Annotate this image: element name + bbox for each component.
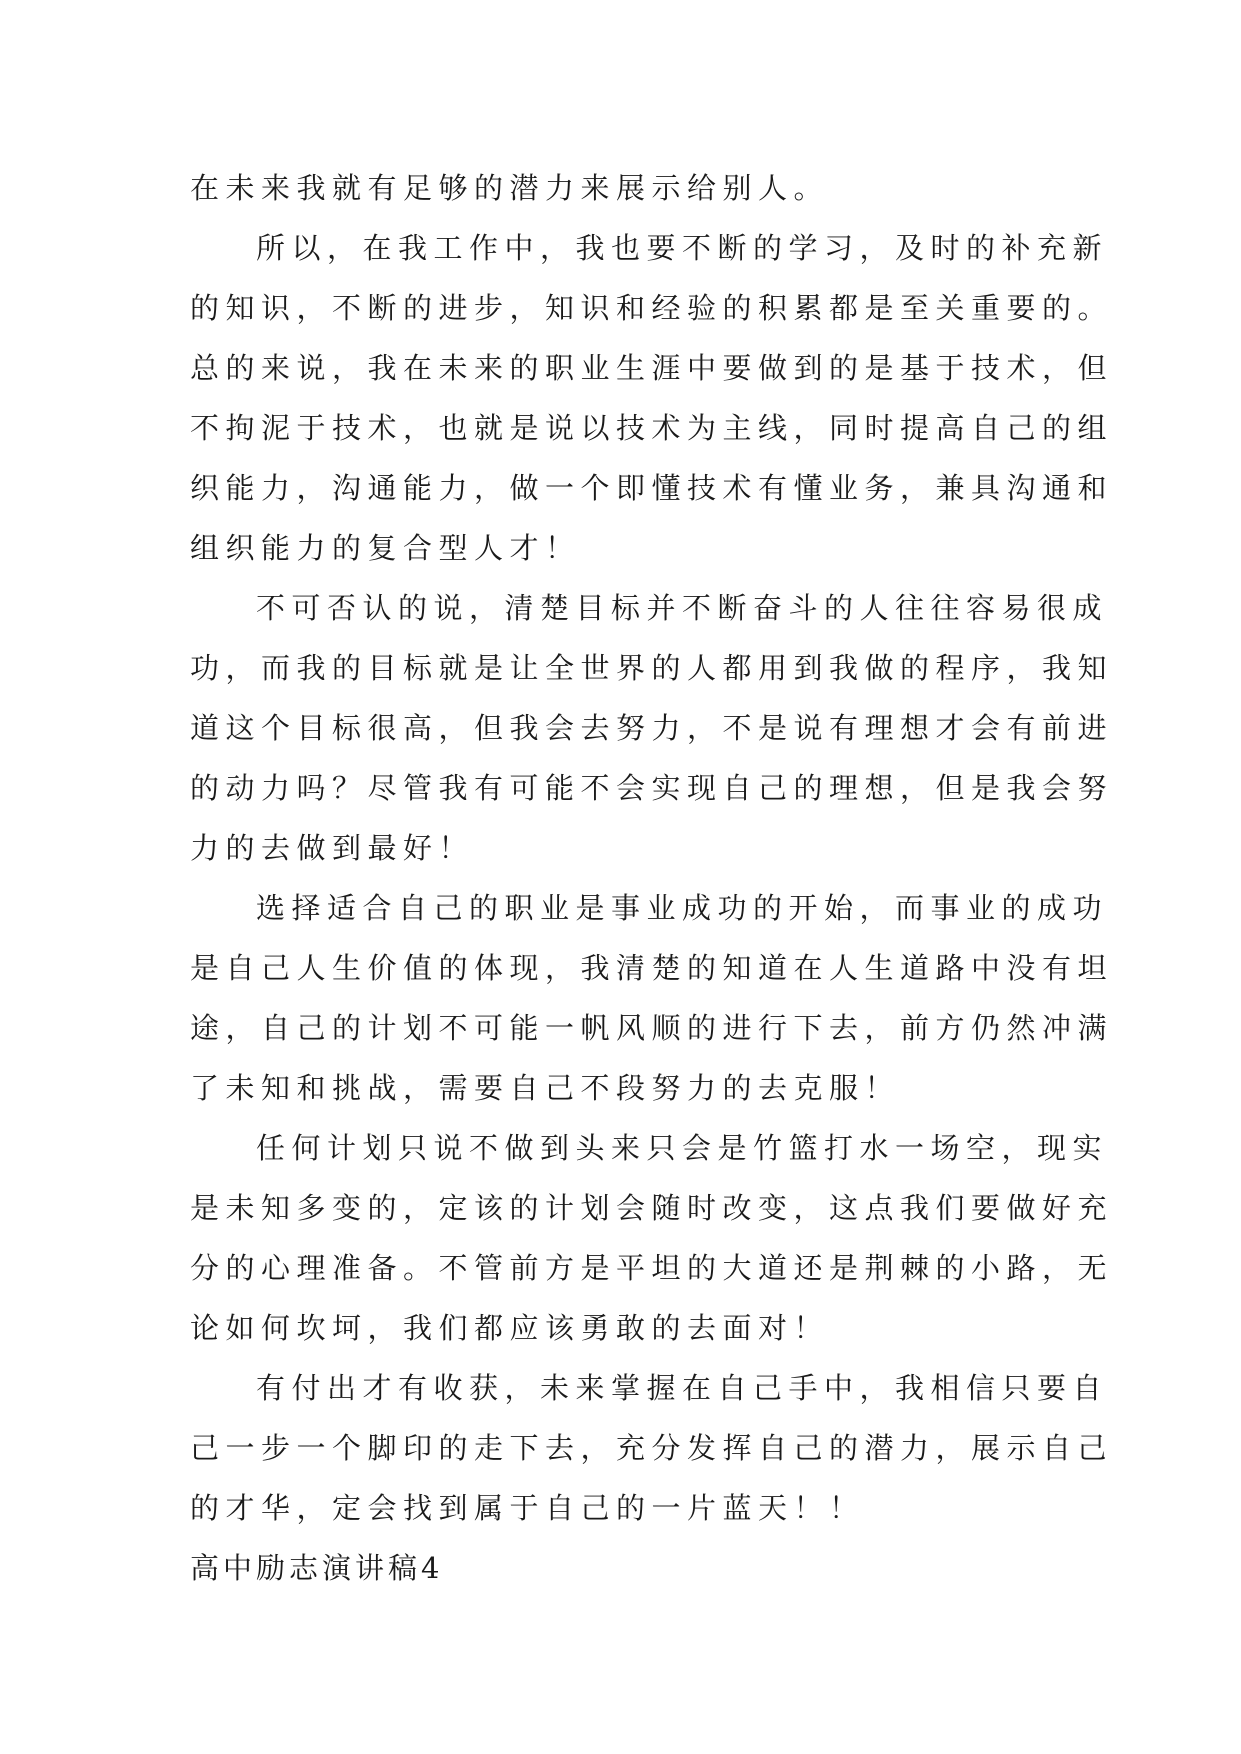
text-line: 途，自己的计划不可能一帆风顺的进行下去，前方仍然冲满 — [190, 1011, 1114, 1045]
text-line: 的知识，不断的进步，知识和经验的积累都是至关重要的。 — [190, 291, 1114, 325]
text-line: 不拘泥于技术，也就是说以技术为主线，同时提高自己的组 — [190, 411, 1114, 445]
text-line: 功，而我的目标就是让全世界的人都用到我做的程序，我知 — [190, 651, 1114, 685]
text-line: 组织能力的复合型人才！ — [190, 531, 581, 565]
text-line: 织能力，沟通能力，做一个即懂技术有懂业务，兼具沟通和 — [190, 471, 1114, 505]
paragraph-start-line: 任何计划只说不做到头来只会是竹篮打水一场空，现实 — [256, 1131, 1109, 1165]
text-line: 总的来说，我在未来的职业生涯中要做到的是基于技术，但 — [190, 351, 1114, 385]
document-body — [190, 158, 1114, 1598]
section-heading: 高中励志演讲稿4 — [190, 1551, 444, 1585]
text-line: 在未来我就有足够的潜力来展示给别人。 — [190, 171, 830, 205]
text-line: 分的心理准备。不管前方是平坦的大道还是荆棘的小路，无 — [190, 1251, 1114, 1285]
text-line: 己一步一个脚印的走下去，充分发挥自己的潜力，展示自己 — [190, 1431, 1114, 1465]
paragraph-start-line: 选择适合自己的职业是事业成功的开始，而事业的成功 — [256, 891, 1109, 925]
text-line: 是自己人生价值的体现，我清楚的知道在人生道路中没有坦 — [190, 951, 1114, 985]
paragraph-start-line: 有付出才有收获，未来掌握在自己手中，我相信只要自 — [256, 1371, 1109, 1405]
paragraph-start-line: 不可否认的说，清楚目标并不断奋斗的人往往容易很成 — [256, 591, 1109, 625]
text-line: 是未知多变的，定该的计划会随时改变，这点我们要做好充 — [190, 1191, 1114, 1225]
text-line: 的动力吗？尽管我有可能不会实现自己的理想，但是我会努 — [190, 771, 1114, 805]
text-line: 论如何坎坷，我们都应该勇敢的去面对！ — [190, 1311, 830, 1345]
text-line: 力的去做到最好！ — [190, 831, 475, 865]
text-line: 的才华，定会找到属于自己的一片蓝天！！ — [190, 1491, 865, 1525]
text-line: 了未知和挑战，需要自己不段努力的去克服！ — [190, 1071, 901, 1105]
paragraph-start-line: 所以，在我工作中，我也要不断的学习，及时的补充新 — [256, 231, 1109, 265]
text-line: 道这个目标很高，但我会去努力，不是说有理想才会有前进 — [190, 711, 1114, 745]
